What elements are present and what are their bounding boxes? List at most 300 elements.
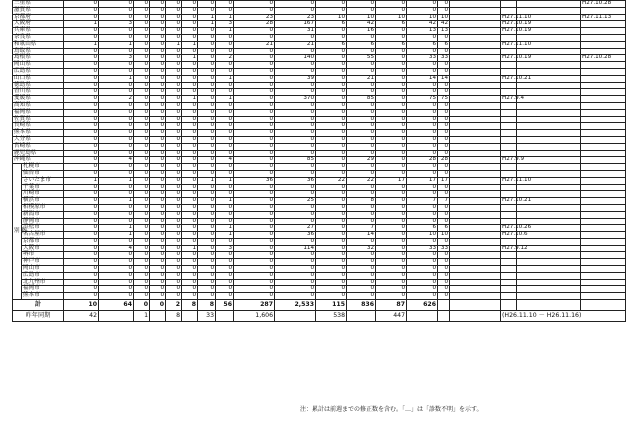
row-label: 名古屋市 (22, 232, 64, 239)
value-cell: 0 (134, 150, 150, 157)
value-cell: 0 (316, 225, 347, 232)
value-cell: 0 (198, 89, 216, 96)
spacer-cell (450, 1, 501, 8)
value-cell: 0 (438, 82, 450, 89)
value-cell: 0 (376, 259, 407, 266)
date-cell (581, 89, 626, 96)
value-cell: 0 (166, 82, 182, 89)
value-cell: 0 (166, 177, 182, 184)
value-cell: 0 (376, 75, 407, 82)
value-cell: 8 (347, 198, 376, 205)
value-cell: 0 (216, 143, 234, 150)
spacer-cell (450, 14, 501, 21)
value-cell: 0 (216, 109, 234, 116)
table-row (13, 279, 626, 286)
value-cell: 13 (438, 28, 450, 35)
value-cell: 0 (99, 14, 134, 21)
value-cell: 0 (166, 28, 182, 35)
spacer-cell (450, 34, 501, 41)
row-label: 熊本市 (22, 293, 64, 300)
value-cell: 0 (275, 252, 316, 259)
value-cell: 0 (275, 82, 316, 89)
value-cell: 0 (198, 238, 216, 245)
value-cell: 0 (347, 238, 376, 245)
value-cell: 0 (166, 164, 182, 171)
value-cell: 29 (347, 157, 376, 164)
value-cell: 0 (347, 1, 376, 8)
value-cell: 0 (234, 68, 275, 75)
value-cell: 0 (64, 225, 99, 232)
spacer-cell (581, 272, 626, 279)
value-cell: 7 (347, 225, 376, 232)
value-cell: 0 (275, 102, 316, 109)
value-cell: 0 (316, 89, 347, 96)
previous-year-row (13, 311, 626, 322)
value-cell: 36 (275, 232, 316, 239)
value-cell: 0 (134, 238, 150, 245)
value-cell: 0 (407, 109, 438, 116)
value-cell: 0 (134, 266, 150, 273)
value-cell: 0 (407, 266, 438, 273)
value-cell: 0 (198, 157, 216, 164)
value-cell: 0 (134, 109, 150, 116)
total-row (13, 300, 626, 311)
value-cell: 0 (234, 7, 275, 14)
value-cell: 0 (316, 130, 347, 137)
value-cell: 0 (376, 204, 407, 211)
value-cell: 0 (182, 218, 198, 225)
value-cell: 0 (376, 218, 407, 225)
value-cell: 0 (182, 286, 198, 293)
value-cell: 0 (64, 150, 99, 157)
spacer-cell (450, 123, 501, 130)
date-cell (501, 123, 517, 130)
value-cell: 0 (198, 272, 216, 279)
value-cell: 0 (166, 204, 182, 211)
value-cell: 0 (438, 293, 450, 300)
row-label: 宮崎県 (13, 143, 64, 150)
value-cell: 0 (407, 286, 438, 293)
spacer-cell (517, 150, 581, 157)
date-cell: H27.10.19 (502, 20, 532, 27)
previous-year-cell (216, 311, 234, 322)
value-cell: 0 (182, 14, 198, 21)
value-cell: 0 (150, 116, 166, 123)
value-cell: 0 (407, 293, 438, 300)
value-cell: 0 (198, 204, 216, 211)
date-cell (501, 204, 517, 211)
value-cell: 0 (438, 252, 450, 259)
value-cell: 0 (166, 286, 182, 293)
value-cell: 33 (438, 245, 450, 252)
row-label: 京都市 (22, 238, 64, 245)
value-cell: 0 (376, 89, 407, 96)
value-cell: 0 (234, 75, 275, 82)
value-cell: 0 (134, 7, 150, 14)
spacer-cell (450, 252, 501, 259)
value-cell: 0 (234, 62, 275, 69)
value-cell: 0 (64, 245, 99, 252)
table-row (13, 34, 626, 41)
value-cell: 0 (150, 157, 166, 164)
value-cell: 0 (182, 211, 198, 218)
value-cell: 0 (182, 143, 198, 150)
value-cell: 0 (198, 191, 216, 198)
value-cell: 0 (134, 225, 150, 232)
value-cell: 0 (234, 211, 275, 218)
value-cell: 0 (150, 170, 166, 177)
total-cell: 115 (316, 300, 347, 311)
value-cell: 0 (99, 123, 134, 130)
value-cell: 0 (134, 259, 150, 266)
value-cell: 0 (99, 48, 134, 55)
value-cell: 1 (198, 14, 216, 21)
value-cell: 0 (166, 68, 182, 75)
spacer-cell (450, 28, 501, 35)
value-cell: 0 (198, 41, 216, 48)
row-label: 長崎県 (13, 123, 64, 130)
total-cell: 8 (198, 300, 216, 311)
value-cell: 0 (316, 109, 347, 116)
value-cell: 0 (234, 143, 275, 150)
value-cell: 0 (182, 130, 198, 137)
value-cell: 1 (198, 21, 216, 28)
value-cell: 0 (64, 55, 99, 62)
value-cell: 1 (198, 177, 216, 184)
value-cell: 0 (182, 62, 198, 69)
value-cell: 0 (99, 34, 134, 41)
value-cell: 75 (407, 96, 438, 103)
value-cell: 0 (134, 286, 150, 293)
value-cell: 0 (150, 259, 166, 266)
total-cell: 2 (166, 300, 182, 311)
date-cell: H27.10.21 (502, 74, 532, 81)
value-cell: 0 (347, 48, 376, 55)
value-cell: 1 (99, 198, 134, 205)
value-cell: 0 (182, 28, 198, 35)
value-cell: 0 (182, 266, 198, 273)
value-cell: 0 (234, 48, 275, 55)
value-cell: 0 (198, 184, 216, 191)
spacer-cell (517, 300, 581, 311)
value-cell: 0 (134, 184, 150, 191)
value-cell: 0 (150, 286, 166, 293)
date-cell (501, 109, 517, 116)
value-cell: 0 (347, 143, 376, 150)
value-cell: 0 (316, 259, 347, 266)
date-cell (581, 102, 626, 109)
value-cell: 0 (216, 41, 234, 48)
value-cell: 0 (198, 96, 216, 103)
date-cell: H27.10.28 (581, 1, 626, 8)
row-label: 福岡県 (13, 109, 64, 116)
value-cell: 0 (234, 225, 275, 232)
value-cell: 0 (182, 34, 198, 41)
value-cell: 6 (376, 21, 407, 28)
value-cell: 0 (234, 109, 275, 116)
value-cell: 0 (134, 204, 150, 211)
spacer-cell (581, 184, 626, 191)
value-cell: 0 (198, 68, 216, 75)
value-cell: 0 (347, 150, 376, 157)
value-cell: 0 (150, 109, 166, 116)
value-cell: 0 (347, 136, 376, 143)
value-cell: 0 (347, 62, 376, 69)
value-cell: 0 (316, 1, 347, 8)
value-cell: 0 (99, 279, 134, 286)
value-cell: 10 (438, 14, 450, 21)
value-cell: 0 (134, 41, 150, 48)
value-cell: 0 (376, 123, 407, 130)
period-cell: (H26.11.10 － H26.11.16) (501, 311, 626, 322)
row-label: 札幌市 (22, 164, 64, 171)
value-cell: 0 (376, 293, 407, 300)
table-row (13, 266, 626, 273)
value-cell: 0 (134, 14, 150, 21)
spacer-cell (450, 7, 501, 14)
value-cell: 0 (438, 130, 450, 137)
value-cell: 0 (216, 218, 234, 225)
row-label: 静岡市 (22, 218, 64, 225)
value-cell: 0 (150, 279, 166, 286)
table-row (13, 143, 626, 150)
value-cell: 0 (134, 48, 150, 55)
value-cell: 0 (182, 164, 198, 171)
spacer-cell (517, 266, 581, 273)
spacer-cell (581, 238, 626, 245)
date-cell (501, 184, 517, 191)
spacer-cell (581, 225, 626, 232)
value-cell: 0 (150, 184, 166, 191)
value-cell: 0 (316, 245, 347, 252)
row-label: 岡山市 (22, 266, 64, 273)
value-cell: 0 (64, 62, 99, 69)
value-cell: 0 (275, 123, 316, 130)
value-cell: 0 (216, 150, 234, 157)
value-cell: 0 (134, 102, 150, 109)
value-cell: 0 (198, 116, 216, 123)
spacer-cell (450, 136, 501, 143)
spacer-cell (450, 102, 501, 109)
spacer-cell (517, 143, 581, 150)
previous-year-cell (407, 311, 438, 322)
table-row (13, 170, 626, 177)
value-cell: 0 (64, 143, 99, 150)
value-cell: 0 (134, 164, 150, 171)
value-cell: 0 (134, 75, 150, 82)
value-cell: 0 (64, 286, 99, 293)
value-cell: 0 (64, 7, 99, 14)
value-cell: 0 (316, 238, 347, 245)
value-cell: 0 (316, 279, 347, 286)
value-cell: 0 (64, 191, 99, 198)
value-cell: 0 (166, 252, 182, 259)
spacer-cell (581, 300, 626, 311)
value-cell: 0 (275, 266, 316, 273)
value-cell: 0 (347, 279, 376, 286)
value-cell: 0 (234, 204, 275, 211)
value-cell: 0 (216, 102, 234, 109)
table-row (13, 68, 626, 75)
value-cell: 0 (99, 28, 134, 35)
value-cell: 0 (150, 7, 166, 14)
value-cell: 0 (198, 48, 216, 55)
value-cell: 0 (198, 109, 216, 116)
value-cell: 0 (316, 62, 347, 69)
table-row (13, 245, 626, 252)
value-cell: 1 (216, 232, 234, 239)
value-cell: 0 (376, 7, 407, 14)
spacer-cell (450, 300, 501, 311)
value-cell: 0 (316, 68, 347, 75)
value-cell: 0 (64, 34, 99, 41)
value-cell: 0 (150, 123, 166, 130)
value-cell: 0 (316, 198, 347, 205)
row-label: 新潟市 (22, 211, 64, 218)
spacer-cell (501, 300, 517, 311)
value-cell: 0 (376, 225, 407, 232)
value-cell: 0 (198, 286, 216, 293)
value-cell: 0 (316, 102, 347, 109)
spacer-cell (450, 272, 501, 279)
spacer-cell (517, 109, 581, 116)
date-cell (581, 143, 626, 150)
value-cell: 0 (134, 191, 150, 198)
spacer-cell (581, 252, 626, 259)
row-label: 高知県 (13, 102, 64, 109)
value-cell: 0 (150, 48, 166, 55)
total-cell: 64 (99, 300, 134, 311)
value-cell: 3 (99, 55, 134, 62)
value-cell: 17 (407, 177, 438, 184)
date-cell (581, 136, 626, 143)
spacer-cell (450, 116, 501, 123)
value-cell: 0 (99, 136, 134, 143)
value-cell: 167 (275, 21, 316, 28)
value-cell: 0 (376, 164, 407, 171)
value-cell: 0 (275, 211, 316, 218)
value-cell: 0 (150, 218, 166, 225)
value-cell: 0 (182, 191, 198, 198)
value-cell: 42 (438, 21, 450, 28)
date-cell (501, 82, 517, 89)
value-cell: 0 (376, 1, 407, 8)
table-row (13, 55, 626, 62)
table-row (13, 62, 626, 69)
row-label: 島根県 (13, 55, 64, 62)
value-cell: 0 (347, 191, 376, 198)
value-cell: 0 (150, 225, 166, 232)
value-cell: 0 (64, 28, 99, 35)
value-cell: 0 (376, 286, 407, 293)
value-cell: 0 (376, 191, 407, 198)
value-cell: 0 (347, 218, 376, 225)
value-cell: 0 (407, 204, 438, 211)
row-label: 岡山県 (13, 62, 64, 69)
value-cell: 0 (166, 116, 182, 123)
value-cell: 10 (438, 232, 450, 239)
row-label: 相模原市 (22, 204, 64, 211)
spacer-cell (581, 293, 626, 300)
total-cell: 8 (182, 300, 198, 311)
value-cell: 0 (198, 164, 216, 171)
value-cell: 0 (166, 89, 182, 96)
value-cell: 0 (64, 266, 99, 273)
table-row (13, 164, 626, 171)
value-cell: 1 (99, 177, 134, 184)
value-cell: 1 (166, 41, 182, 48)
spacer-cell (450, 55, 501, 62)
value-cell: 0 (347, 184, 376, 191)
previous-year-cell: 447 (376, 311, 407, 322)
date-cell (501, 286, 517, 293)
value-cell: 0 (198, 143, 216, 150)
value-cell: 0 (166, 109, 182, 116)
value-cell: 0 (166, 259, 182, 266)
date-cell: H27.9.12 (502, 244, 528, 251)
table-row (13, 123, 626, 130)
value-cell: 0 (64, 204, 99, 211)
table-row (13, 198, 626, 205)
value-cell: 0 (438, 191, 450, 198)
value-cell: 0 (64, 218, 99, 225)
value-cell: 0 (198, 1, 216, 8)
value-cell: 0 (64, 136, 99, 143)
value-cell: 0 (275, 7, 316, 14)
table-row (13, 293, 626, 300)
value-cell: 0 (376, 198, 407, 205)
date-cell: H27.11.10 (502, 176, 532, 183)
date-cell (581, 34, 626, 41)
spacer-cell (450, 68, 501, 75)
value-cell: 0 (316, 116, 347, 123)
row-label: 千葉市 (22, 184, 64, 191)
value-cell: 0 (407, 102, 438, 109)
date-cell (501, 211, 517, 218)
value-cell: 0 (198, 7, 216, 14)
value-cell: 0 (316, 252, 347, 259)
spacer-cell (450, 184, 501, 191)
previous-year-cell (347, 311, 376, 322)
value-cell: 0 (275, 62, 316, 69)
value-cell: 0 (166, 130, 182, 137)
spacer-cell (450, 48, 501, 55)
value-cell: 0 (166, 238, 182, 245)
value-cell: 0 (166, 218, 182, 225)
total-cell: 0 (134, 300, 150, 311)
value-cell: 0 (99, 293, 134, 300)
value-cell: 0 (316, 123, 347, 130)
value-cell: 10 (407, 14, 438, 21)
date-cell: H27.11.13 (581, 14, 626, 21)
value-cell: 0 (438, 89, 450, 96)
spacer-cell (517, 89, 581, 96)
table-row (13, 41, 626, 48)
value-cell: 0 (438, 272, 450, 279)
value-cell: 0 (216, 82, 234, 89)
value-cell: 0 (99, 68, 134, 75)
row-label: 鹿児島県 (13, 150, 64, 157)
value-cell: 0 (376, 252, 407, 259)
value-cell: 23 (275, 14, 316, 21)
value-cell: 0 (198, 245, 216, 252)
value-cell: 0 (99, 272, 134, 279)
previous-year-cell (438, 311, 450, 322)
value-cell: 0 (166, 48, 182, 55)
value-cell: 0 (198, 75, 216, 82)
value-cell: 0 (376, 211, 407, 218)
value-cell: 0 (234, 96, 275, 103)
